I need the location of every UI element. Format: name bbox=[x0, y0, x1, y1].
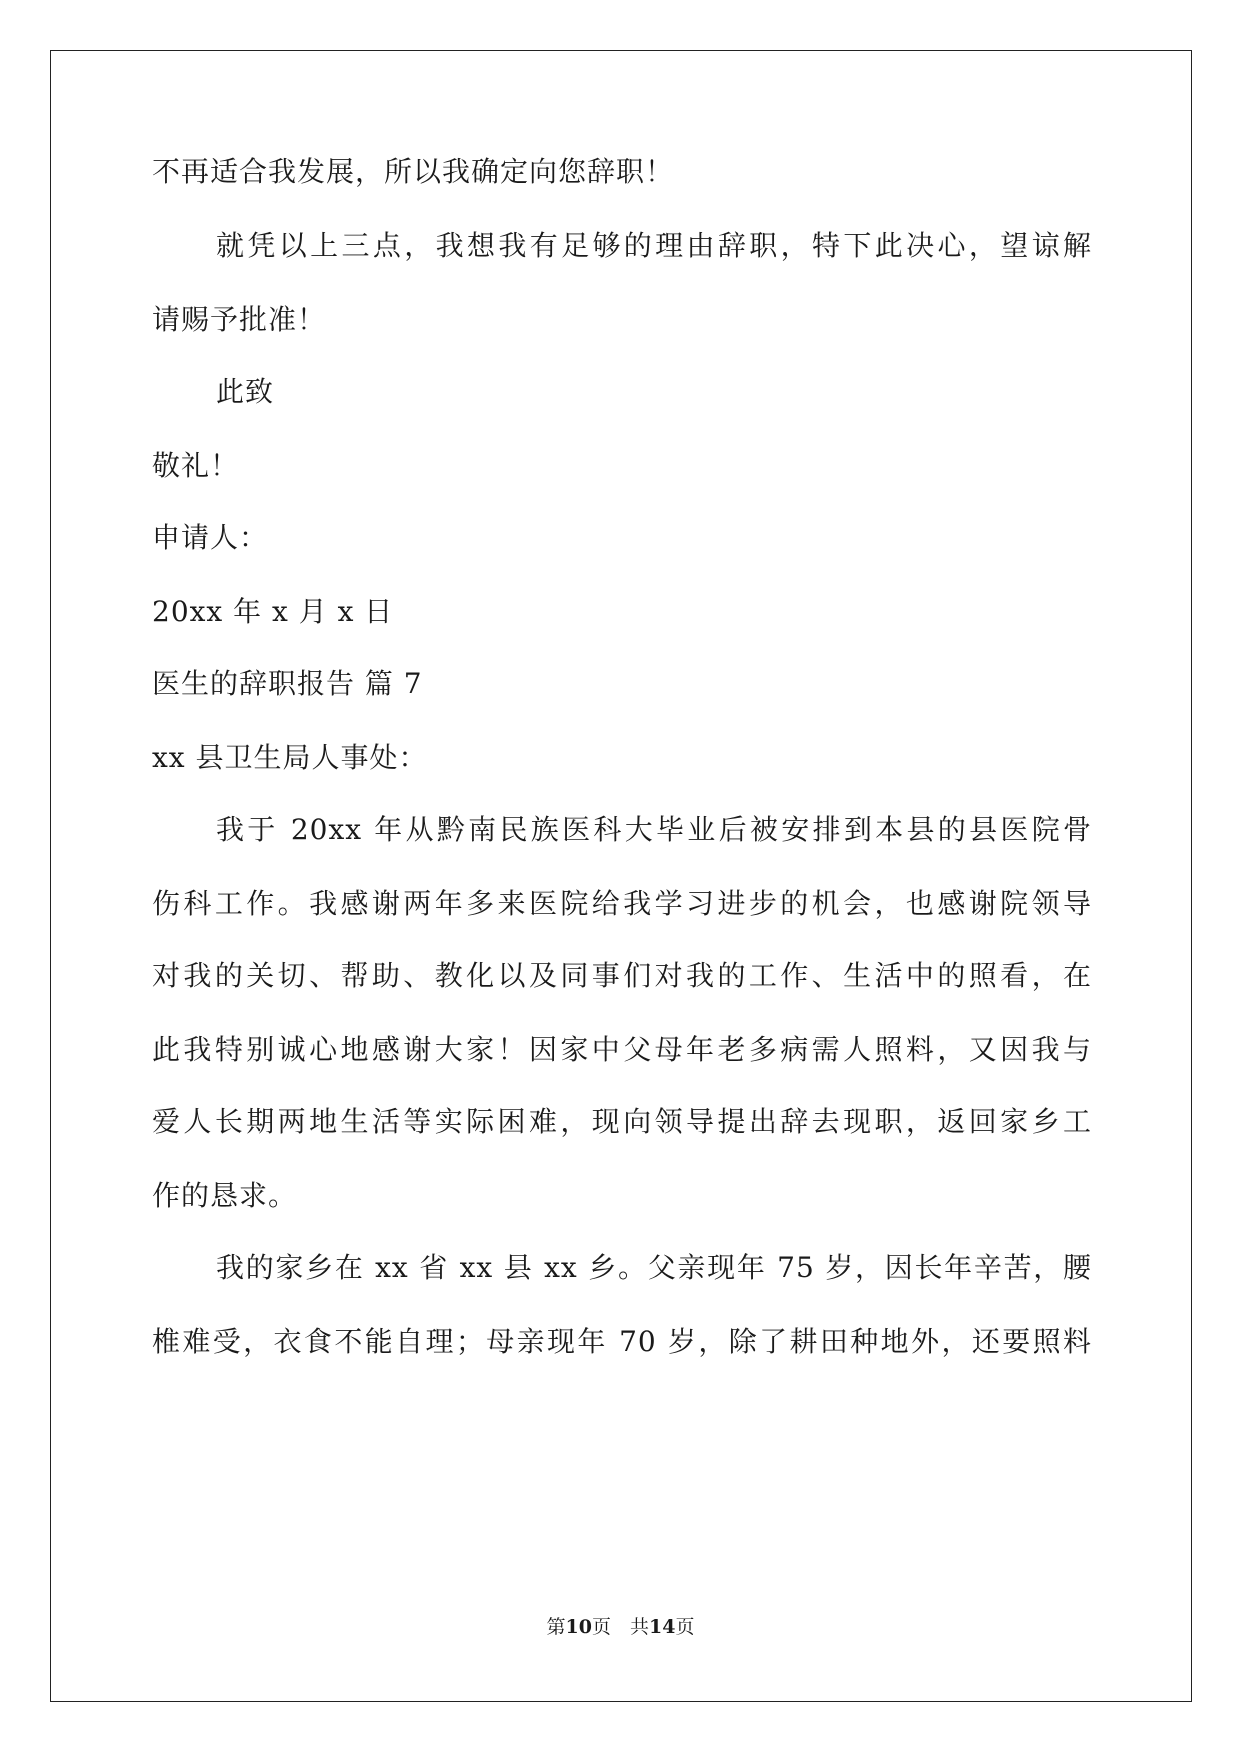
total-page-number: 14 bbox=[649, 1616, 676, 1638]
date-line: 20xx 年 x 月 x 日 bbox=[152, 595, 394, 628]
paragraph-line: 爱人长期两地生活等实际困难，现向领导提出辞去现职，返回家乡工 bbox=[152, 1105, 1092, 1138]
page-frame bbox=[50, 50, 1192, 1702]
paragraph-line: 不再适合我发展，所以我确定向您辞职！ bbox=[152, 155, 675, 188]
page-suffix: 页 bbox=[675, 1616, 695, 1638]
paragraph-line: 我于 20xx 年从黔南民族医科大毕业后被安排到本县的县医院骨 bbox=[216, 813, 1092, 846]
paragraph-line: 对我的关切、帮助、教化以及同事们对我的工作、生活中的照看，在 bbox=[152, 959, 1092, 992]
section-title: 医生的辞职报告 篇 7 bbox=[152, 667, 423, 700]
paragraph-line: 此我特别诚心地感谢大家！因家中父母年老多病需人照料，又因我与 bbox=[152, 1033, 1092, 1066]
recipient-line: xx 县卫生局人事处： bbox=[152, 741, 428, 774]
paragraph-line: 伤科工作。我感谢两年多来医院给我学习进步的机会，也感谢院领导 bbox=[152, 887, 1092, 920]
closing-salutation: 此致 bbox=[216, 375, 275, 408]
applicant-label: 申请人： bbox=[152, 521, 269, 554]
paragraph-line: 作的恳求。 bbox=[152, 1179, 298, 1212]
closing-regards: 敬礼！ bbox=[152, 449, 240, 482]
paragraph-line: 就凭以上三点，我想我有足够的理由辞职，特下此决心，望谅解 bbox=[216, 229, 1092, 262]
page-number-footer bbox=[0, 1615, 1241, 1639]
page-prefix: 第 bbox=[546, 1616, 566, 1638]
page-mid: 页 共 bbox=[591, 1616, 649, 1638]
current-page-number: 10 bbox=[565, 1616, 592, 1638]
paragraph-line: 请赐予批准！ bbox=[152, 303, 327, 336]
paragraph-line: 椎难受，衣食不能自理；母亲现年 70 岁，除了耕田种地外，还要照料 bbox=[152, 1325, 1092, 1358]
paragraph-line: 我的家乡在 xx 省 xx 县 xx 乡。父亲现年 75 岁，因长年辛苦，腰 bbox=[216, 1251, 1092, 1284]
